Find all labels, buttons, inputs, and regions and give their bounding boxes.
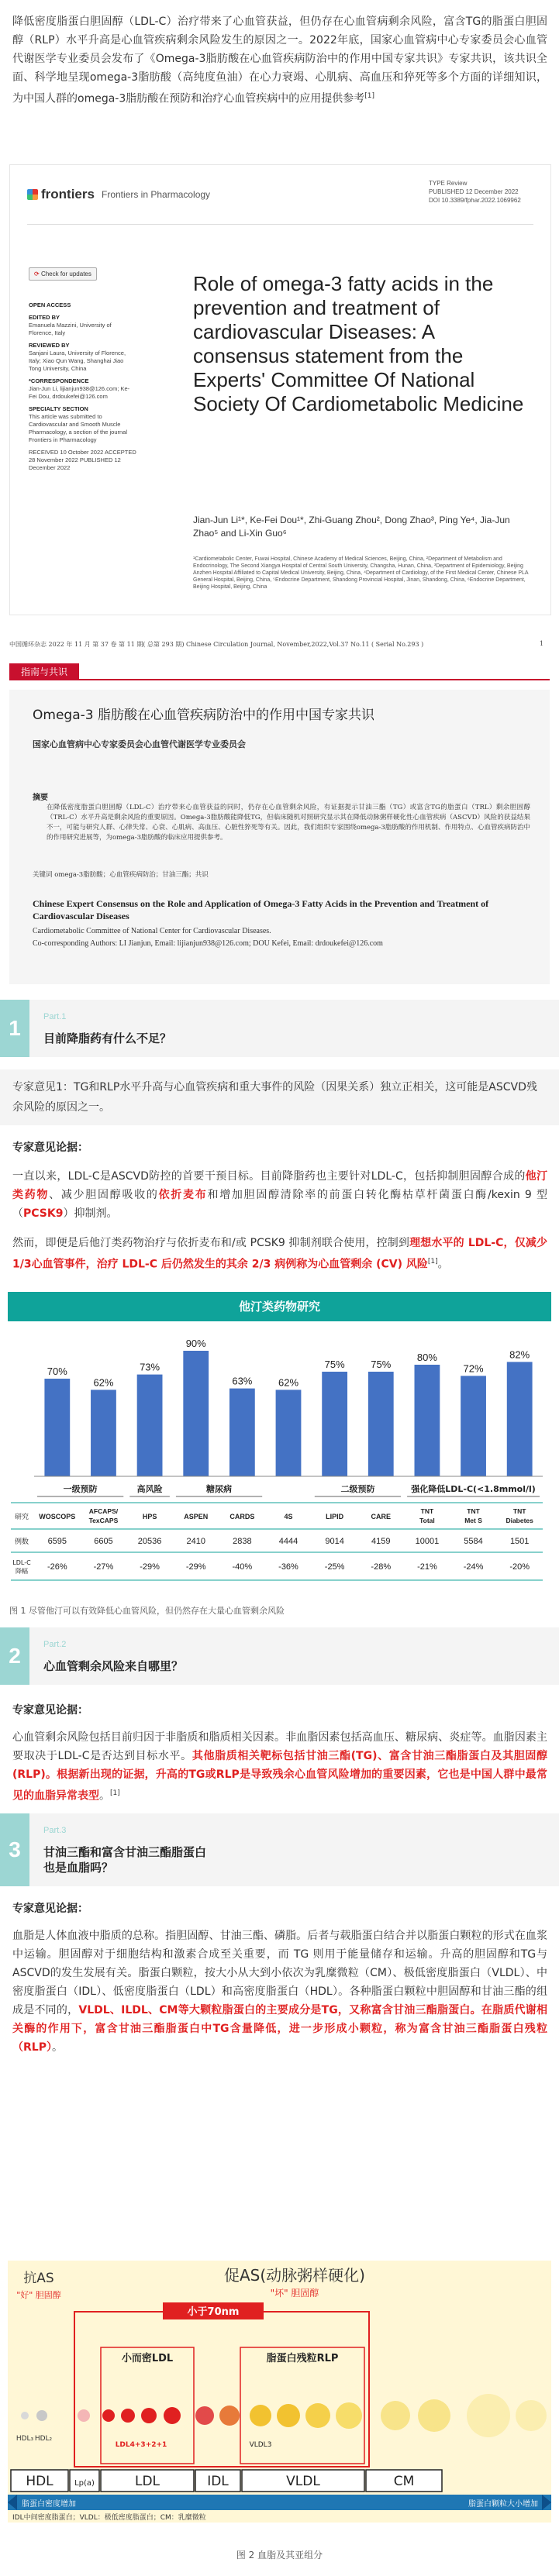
study-7: CARE [371, 1513, 392, 1520]
particle-14 [418, 2399, 450, 2432]
figure2-caption: 图 2 血脂及其亚组分 [236, 2550, 323, 2561]
abbreviations: IDL中间密度脂蛋白；VLDL：极低密度脂蛋白；CM：乳糜微粒 [12, 2514, 206, 2522]
guide-tab: 指南与共识 [9, 663, 79, 680]
category-1: Lp(a) [74, 2479, 95, 2488]
ldl-drop-1: -27% [93, 1562, 114, 1572]
expert-heading-2: 专家意见论据： [12, 1704, 88, 1717]
particle-12 [336, 2402, 362, 2429]
bar-0 [44, 1379, 70, 1476]
refresh-icon: ⟳ [34, 270, 41, 277]
particle-13 [381, 2401, 410, 2430]
bar-8 [415, 1365, 440, 1476]
particle-9 [250, 2405, 271, 2426]
group-label-0: 一级预防 [63, 1484, 98, 1494]
category-4: VLDL [286, 2474, 320, 2489]
n-8: 10001 [415, 1537, 440, 1546]
n-1: 6605 [94, 1537, 113, 1546]
bar-label-5: 62% [278, 1376, 299, 1389]
ldl-drop-4: -40% [232, 1562, 253, 1572]
journal-bar: 中国循环杂志 2022 年 11 月 第 37 卷 第 11 期( 总第 293 期) Chinese Circulation Journal, November,2022,Vol.37 No.11 ( Serial No.293 ) 1 [9, 640, 543, 648]
small-label: 小于70nm [187, 2306, 240, 2318]
bar-1 [91, 1390, 116, 1476]
particle-2 [78, 2409, 90, 2422]
bar-4 [229, 1389, 255, 1476]
study-2: HPS [142, 1513, 157, 1520]
particle-6 [164, 2407, 181, 2424]
study-8: TNT [420, 1507, 434, 1515]
part3-title: 甘油三酯和富含甘油三酯脂蛋白 也是血脂吗？ [43, 1845, 207, 1875]
article-screenshot [9, 164, 551, 615]
size-arrow-label: 脂蛋白颗粒大小增加 [468, 2500, 538, 2509]
lipoprotein-svg [8, 2261, 551, 2523]
bad-cholesterol: "坏" 胆固醇 [270, 2288, 319, 2299]
ldl-drop-6: -25% [324, 1562, 345, 1572]
n-7: 4159 [371, 1537, 391, 1546]
abstract-heading: 摘要 [33, 794, 48, 802]
particle-7 [195, 2406, 214, 2425]
study-6: LIPID [326, 1513, 344, 1520]
study-b-10: Diabetes [506, 1517, 533, 1524]
ldl-drop-2: -29% [140, 1562, 160, 1572]
cn-article-org: 国家心血管病中心专家委员会心血管代谢医学专业委员会 [33, 739, 246, 749]
part2-title: 心血管剩余风险来自哪里？ [43, 1659, 184, 1673]
bar-5 [276, 1390, 302, 1476]
bar-3 [183, 1351, 209, 1476]
cn-article-box [9, 690, 550, 984]
density-arrow-label: 脂蛋白密度增加 [22, 2500, 76, 2509]
n-6: 9014 [325, 1537, 344, 1546]
part1-title: 目前降脂药有什么不足？ [43, 1031, 172, 1045]
study-5: 4S [284, 1513, 293, 1520]
particle-8 [219, 2406, 240, 2426]
group-label-4: 二级预防 [340, 1484, 375, 1494]
bar-label-3: 90% [185, 1338, 206, 1349]
article-affiliations: ¹Cardiometabolic Center, Fuwai Hospital, Chinese Academy of Medical Sciences, Beijing, China, ²Department of Metabolism and Endocrinology, The Second Xiangya Hospital of Central South University, Changsha, Hunan, China, ³Department of Epidemiology, Beijing Anzhen Hospital Affiliated to Capital Medical University, Beijing, China, ⁴Department of Cardiology, of the First Medical Center, Chinese PLA General Hospital, Beijing, China, ⁵Endocrine Department, Shandong Provincial Hospital, Jinan, Shandong, China, ⁶Endocrine Department, Beijing Hospital, Beijing, China [193, 556, 529, 590]
group-label-1: 高风险 [136, 1484, 163, 1494]
consensus1-box: 专家意见1：TG和RLP水平升高与心血管疾病和重大事件的风险（因果关系）独立正相关，这可能是ASCVD残余风险的原因之一。 [0, 1069, 559, 1125]
paragraph-1: 一直以来，LDL-C是ASCVD防控的首要干预目标。目前降脂药也主要针对LDL-C，包括抑制胆固醇合成的他汀类药物、减少胆固醇吸收的依折麦布和增加胆固醇清除率的前蛋白转化酶枯草杆菌蛋白酶/kexin 9 型（PCSK9）抑制剂。 [12, 1170, 548, 1220]
ldl-detail-label: LDL4+3+2+1 [115, 2441, 167, 2449]
category-0: HDL [26, 2474, 53, 2489]
pro-as-title: 促AS(动脉粥样硬化) [224, 2266, 365, 2285]
chart-title: 他汀类药物研究 [8, 1292, 551, 1321]
bar-label-10: 82% [509, 1348, 530, 1361]
category-3: IDL [207, 2474, 229, 2489]
particle-4 [121, 2409, 135, 2423]
check-updates-button[interactable]: ⟳ Check for updates [29, 267, 97, 281]
intro-ref[interactable]: [1] [364, 92, 374, 100]
ldl-drop-10: -20% [509, 1562, 530, 1572]
study-0: WOSCOPS [39, 1513, 76, 1520]
small-ldl-label: 小而密LDL [121, 2353, 174, 2364]
article-title: Role of omega-3 fatty acids in the prevention and treatment of cardiovascular Diseases: A consensus statement from the Experts' Committee Of National Society Of Cardiometabolic Medicine [193, 272, 524, 415]
bar-10 [507, 1362, 533, 1476]
study-10: TNT [512, 1507, 526, 1515]
study-3: ASPEN [184, 1513, 209, 1520]
ldl-drop-0: -26% [47, 1562, 67, 1572]
figure1-caption: 图 1 尽管他汀可以有效降低心血管风险，但仍然存在大量心血管剩余风险 [9, 1606, 285, 1616]
rlp-label: 脂蛋白残粒RLP [266, 2353, 339, 2364]
particle-11 [305, 2403, 330, 2428]
ldl-drop-7: -28% [371, 1562, 392, 1572]
row-label-0: 研究 [14, 1514, 29, 1521]
bar-2 [137, 1375, 163, 1476]
chart-svg [8, 1321, 551, 1600]
anti-as-title: 抗AS [23, 2271, 54, 2286]
study-b-1: TexCAPS [88, 1517, 119, 1524]
guide-line [9, 679, 550, 680]
en-corresponding: Co-corresponding Authors: LI Jianjun, Email: lijianjun938@126.com; DOU Kefei, Email: drdoukefei@126.com [33, 939, 383, 948]
bar-label-2: 73% [140, 1361, 160, 1373]
bar-7 [368, 1372, 394, 1476]
category-2: LDL [134, 2474, 160, 2489]
particle-10 [277, 2404, 300, 2427]
n-5: 4444 [278, 1537, 298, 1546]
particle-3 [102, 2409, 115, 2422]
paragraph-2: 然而，即便是后他汀类药物治疗与依折麦布和/或 PCSK9 抑制剂联合使用，控制到理想水平的 LDL-C，仅减少1/3心血管事件，治疗 LDL-C 后仍然发生的其余 2/3 病例称为心血管剩余 (CV) 风险[1]。 [12, 1237, 548, 1271]
study-9: TNT [467, 1507, 480, 1515]
expert-heading-1: 专家意见论据： [12, 1142, 88, 1154]
good-cholesterol: "好" 胆固醇 [16, 2290, 61, 2300]
bar-label-4: 63% [232, 1375, 253, 1387]
lipoprotein-diagram [8, 2261, 551, 2523]
bar-label-8: 80% [416, 1352, 437, 1363]
frontiers-logo: frontiers [27, 187, 95, 202]
bar-label-0: 70% [47, 1365, 67, 1377]
paragraph-3: 心血管剩余风险包括目前归因于非脂质和脂质相关因素。非血脂因素包括高血压、糖尿病、炎症等。血脂因素主要取决于LDL-C是否达到目标水平。其他脂质相关靶标包括甘油三酯(TG)、富含甘油三酯脂蛋白及其胆固醇(RLP)。根据新出现的证据，升高的TG或RLP是导致残余心血管风险增加的重要因素，它也是中国人群中最常见的血脂异常表型。[1] [12, 1731, 547, 1803]
bar-label-6: 75% [324, 1359, 345, 1370]
study-b-9: Met S [464, 1517, 482, 1524]
article-left-column: OPEN ACCESS EDITED BY Emanuela Mazzini, University of Florence, Italy REVIEWED BY Sanjani Laura, University of Florence, Italy; Xiao Qun Wang, Shanghai Jiao Tong University, China *CORRESPONDENCE Jian-Jun Li, lijianjun938@126.com; Ke-Fei Dou, drdoukefei@126.com SPECIALTY SECTION This article was submitted to Cardiovascular and Smooth Muscle Pharmacology, a section of the journal Frontiers in Pharmacology RECEIVED 10 October 2022 ACCEPTED 28 November 2022 PUBLISHED 12 December 2022 [29, 301, 136, 471]
n-9: 5584 [464, 1537, 483, 1546]
en-org: Cardiometabolic Committee of National Center for Cardiovascular Diseases. [33, 927, 271, 935]
bar-9 [461, 1376, 486, 1476]
n-10: 1501 [509, 1537, 530, 1546]
study-4: CARDS [229, 1513, 255, 1520]
hdl2-label: HDL₂ [34, 2435, 53, 2443]
particle-5 [141, 2408, 157, 2423]
study-1: AFCAPS/ [88, 1507, 119, 1515]
n-0: 6595 [47, 1537, 67, 1546]
n-3: 2410 [186, 1537, 205, 1546]
ldl-drop-3: -29% [185, 1562, 206, 1572]
en-title: Chinese Expert Consensus on the Role and Application of Omega-3 Fatty Acids in the Prevention and Treatment of Cardiovascular Diseases [33, 898, 489, 921]
keywords: 关键词 omega-3脂肪酸；心血管疾病防治；甘油三酯；共识 [33, 871, 209, 879]
divider [27, 224, 533, 225]
group-label-2: 糖尿病 [206, 1484, 233, 1494]
abstract-text: 在降低密度脂蛋白胆固醇（LDL-C）治疗带来心血管获益的同时，仍存在心血管剩余风险，有证据提示甘油三酯（TG）或富含TG的脂蛋白（TRL）剩余胆固醇（TRL-C）水平升高是剩余风险的重要原因。Omega-3脂肪酸能降低TG，但临床随机对照研究显示其在降低动脉粥样硬化性心血管疾病（ASCVD）风险的获益结果不一，可能与研究人群、心律失常、心衰、心肌病、高血压、心脏性猝死等有关。因此，我们组织专家围绕omega-3脂肪酸的作用机制、作用特点、心血管疾病防治中的作用研究进展等，为omega-3脂肪酸的临床应用提供参考。 [47, 804, 530, 842]
part2-header: 2 Part.2 心血管剩余风险来自哪里？ [0, 1627, 559, 1685]
statin-chart [8, 1292, 551, 1600]
paragraph-4: 血脂是人体血液中脂质的总称。指胆固醇、甘油三酯、磷脂。后者与载脂蛋白结合并以脂蛋白颗粒的形式在血浆中运输。胆固醇对于细胞结构和激素合成至关重要，而 TG 则用于能量储存和运输。升高的胆固醇和TG与ASCVD的发生发展有关。脂蛋白颗粒，按大小从大到小依次为乳糜微粒（CM）、极低密度脂蛋白（VLDL）、中密度脂蛋白（IDL）、低密度脂蛋白（LDL）和高密度脂蛋白（HDL）。各种脂蛋白颗粒中胆固醇和甘油三酯的组成是不同的，VLDL、ILDL、CM等大颗粒脂蛋白的主要成分是TG，又称富含甘油三酯脂蛋白。在脂质代谢相关酶的作用下，富含甘油三酯脂蛋白中TG含量降低，进一步形成小颗粒，称为富含甘油三酯脂蛋白残粒（RLP）。 [12, 1930, 548, 2054]
particle-1 [36, 2410, 47, 2421]
vldl3-label: VLDL3 [249, 2441, 272, 2449]
n-4: 2838 [233, 1537, 252, 1546]
bar-label-9: 72% [463, 1362, 484, 1375]
bar-6 [322, 1372, 347, 1476]
ldl-drop-5: -36% [278, 1562, 298, 1572]
n-2: 20536 [137, 1537, 162, 1546]
part3-header: 3 Part.3 甘油三酯和富含甘油三酯脂蛋白 也是血脂吗？ [0, 1813, 559, 1886]
category-5: CM [393, 2474, 415, 2489]
row-label-b-2: 降幅 [16, 1568, 28, 1575]
part1-header: 1 Part.1 目前降脂药有什么不足？ [0, 1000, 559, 1057]
row-label-2: LDL-C [12, 1559, 31, 1566]
cn-article-title: Omega-3 脂肪酸在心血管疾病防治中的作用中国专家共识 [33, 708, 374, 723]
row-label-1: 例数 [14, 1538, 29, 1546]
ldl-drop-9: -24% [463, 1562, 484, 1572]
study-b-8: Total [419, 1517, 435, 1524]
particle-15 [467, 2394, 510, 2437]
intro-paragraph: 降低密度脂蛋白胆固醇（LDL-C）治疗带来了心血管获益，但仍存在心血管病剩余风险，富含TG的脂蛋白胆固醇（RLP）水平升高是心血管疾病剩余风险发生的原因之一。2022年底，国家心血管病中心专家委员会心血管代谢医学专业委员会发布了《Omega-3脂肪酸在心血管疾病防治中的作用中国专家共识》专家共识，该共识全面、科学地呈现omega-3脂肪酸（高纯度鱼油）在心力衰竭、心肌病、高血压和猝死等多个方面的详细知识，为中国人群的omega-3脂肪酸在预防和治疗心血管疾病中的应用提供参考[1] [12, 15, 547, 105]
particle-16 [516, 2400, 547, 2431]
bar-label-1: 62% [93, 1376, 114, 1389]
ldl-drop-8: -21% [417, 1562, 437, 1572]
journal-name: Frontiers in Pharmacology [102, 189, 211, 200]
hdl3-label: HDL₃ [16, 2435, 34, 2443]
particle-0 [21, 2412, 29, 2419]
bar-label-7: 75% [371, 1359, 392, 1370]
expert-heading-3: 专家意见论据： [12, 1903, 88, 1915]
article-meta: TYPE Review PUBLISHED 12 December 2022 DOI 10.3389/fphar.2022.1069962 [429, 180, 521, 204]
group-label-5: 强化降低LDL-C(<1.8mmol/l) [411, 1484, 536, 1494]
article-authors: Jian-Jun Li¹*, Ke-Fei Dou¹*, Zhi-Guang Zhou², Dong Zhao³, Ping Ye⁴, Jia-Jun Zhao⁵ and Li-Xin Guo⁶ [193, 515, 510, 539]
